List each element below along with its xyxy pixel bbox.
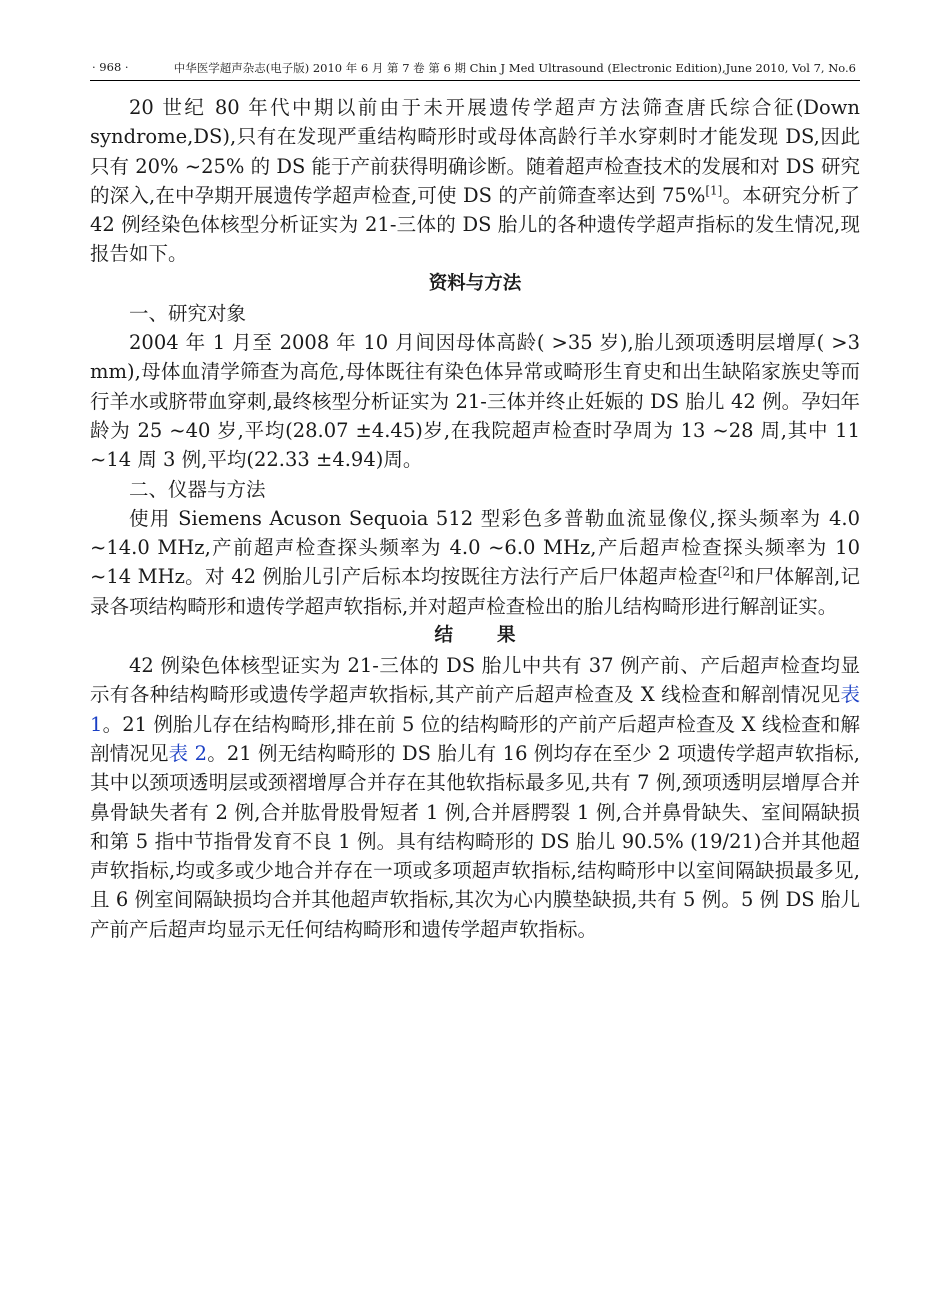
results-text-part1: 42 例染色体核型证实为 21-三体的 DS 胎儿中共有 37 例产前、产后超声检查均显示有各种结构畸形或遗传学超声软指标,其产前产后超声检查及 X 线检查和解剖情况见	[90, 654, 860, 707]
subheading-instruments-methods: 二、仪器与方法	[129, 477, 266, 501]
table2-link[interactable]: 表 2	[168, 741, 208, 765]
table1-link[interactable]: 表 1	[90, 683, 860, 736]
intro-text-part1: 20 世纪 80 年代中期以前由于未开展遗传学超声方法筛查唐氏综合征(Down syndrome,DS),只有在发现严重结构畸形时或母体高龄行羊水穿刺时才能发现 DS,因此只有 20% ~25% 的 DS 能于产前获得明确诊断。随着超声检查技术的发展和对 DS 研究的深入,在中孕期开展遗传学超声检查,可使 DS 的产前筛查率达到 75%	[90, 96, 860, 207]
study-subjects-paragraph: 2004 年 1 月至 2008 年 10 月间因母体高龄( >35 岁),胎儿颈项透明层增厚( >3 mm),母体血清学筛查为高危,母体既往有染色体异常或畸形生育史和出生缺陷家族史等而行羊水或脐带血穿刺,最终核型分析证实为 21-三体并终止妊娠的 DS 胎儿 42 例。孕妇年龄为 25 ~40 岁,平均(28.07 ±4.45)岁,在我院超声检查时孕周为 13 ~28 周,其中 11 ~14 周 3 例,平均(22.33 ±4.94)周。	[90, 331, 860, 472]
results-text-part2: 。21 例胎儿存在结构畸形,排在前 5 位的结构畸形的产前产后超声检查及 X 线检查和解剖情况见	[90, 712, 860, 765]
intro-paragraph	[90, 93, 860, 269]
citation-ref-1[interactable]: [1]	[705, 183, 723, 198]
instruments-paragraph	[90, 504, 860, 621]
results-title-char2: 果	[497, 625, 516, 647]
section-title-methods: 资料与方法	[428, 272, 522, 294]
running-header	[90, 58, 860, 81]
section-title-results	[90, 621, 860, 651]
instruments-text-part1: 使用 Siemens Acuson Sequoia 512 型彩色多普勒血流显像仪,探头频率为 4.0 ~14.0 MHz,产前超声检查探头频率为 4.0 ~6.0 MHz,产后超声检查探头频率为 10 ~14 MHz。对 42 例胎儿引产后标本均按既往方法行产后尸体超声检查	[90, 506, 860, 589]
journal-citation: 中华医学超声杂志(电子版) 2010 年 6 月 第 7 卷 第 6 期 Chin J Med Ultrasound (Electronic Edition),June 2010, Vol 7, No.6	[173, 61, 856, 75]
page-number: · 968 ·	[92, 60, 129, 74]
results-text-part3: 。21 例无结构畸形的 DS 胎儿有 16 例均存在至少 2 项遗传学超声软指标,其中以颈项透明层或颈褶增厚合并存在其他软指标最多见,共有 7 例,颈项透明层增厚合并鼻骨缺失者有 2 例,合并肱骨股骨短者 1 例,合并唇腭裂 1 例,合并鼻骨缺失、室间隔缺损和第 5 指中节指骨发育不良 1 例。具有结构畸形的 DS 胎儿 90.5% (19/21)合并其他超声软指标,均或多或少地合并存在一项或多项超声软指标,结构畸形中以室间隔缺损最多见,且 6 例室间隔缺损均合并其他超声软指标,其次为心内膜垫缺损,共有 5 例。5 例 DS 胎儿产前产后超声均显示无任何结构畸形和遗传学超声软指标。	[90, 741, 860, 941]
instruments-text-part2: 和尸体解剖,记录各项结构畸形和遗传学超声软指标,并对超声检查检出的胎儿结构畸形进行解剖证实。	[90, 565, 861, 618]
results-paragraph	[90, 651, 860, 944]
results-title-char1: 结	[434, 625, 453, 647]
subheading-study-subjects: 一、研究对象	[129, 301, 247, 325]
intro-text-part2: 。本研究分析了 42 例经染色体核型分析证实为 21-三体的 DS 胎儿的各种遗传学超声指标的发生情况,现报告如下。	[90, 183, 860, 266]
citation-ref-2[interactable]: [2]	[717, 564, 735, 579]
article-body	[90, 93, 860, 944]
